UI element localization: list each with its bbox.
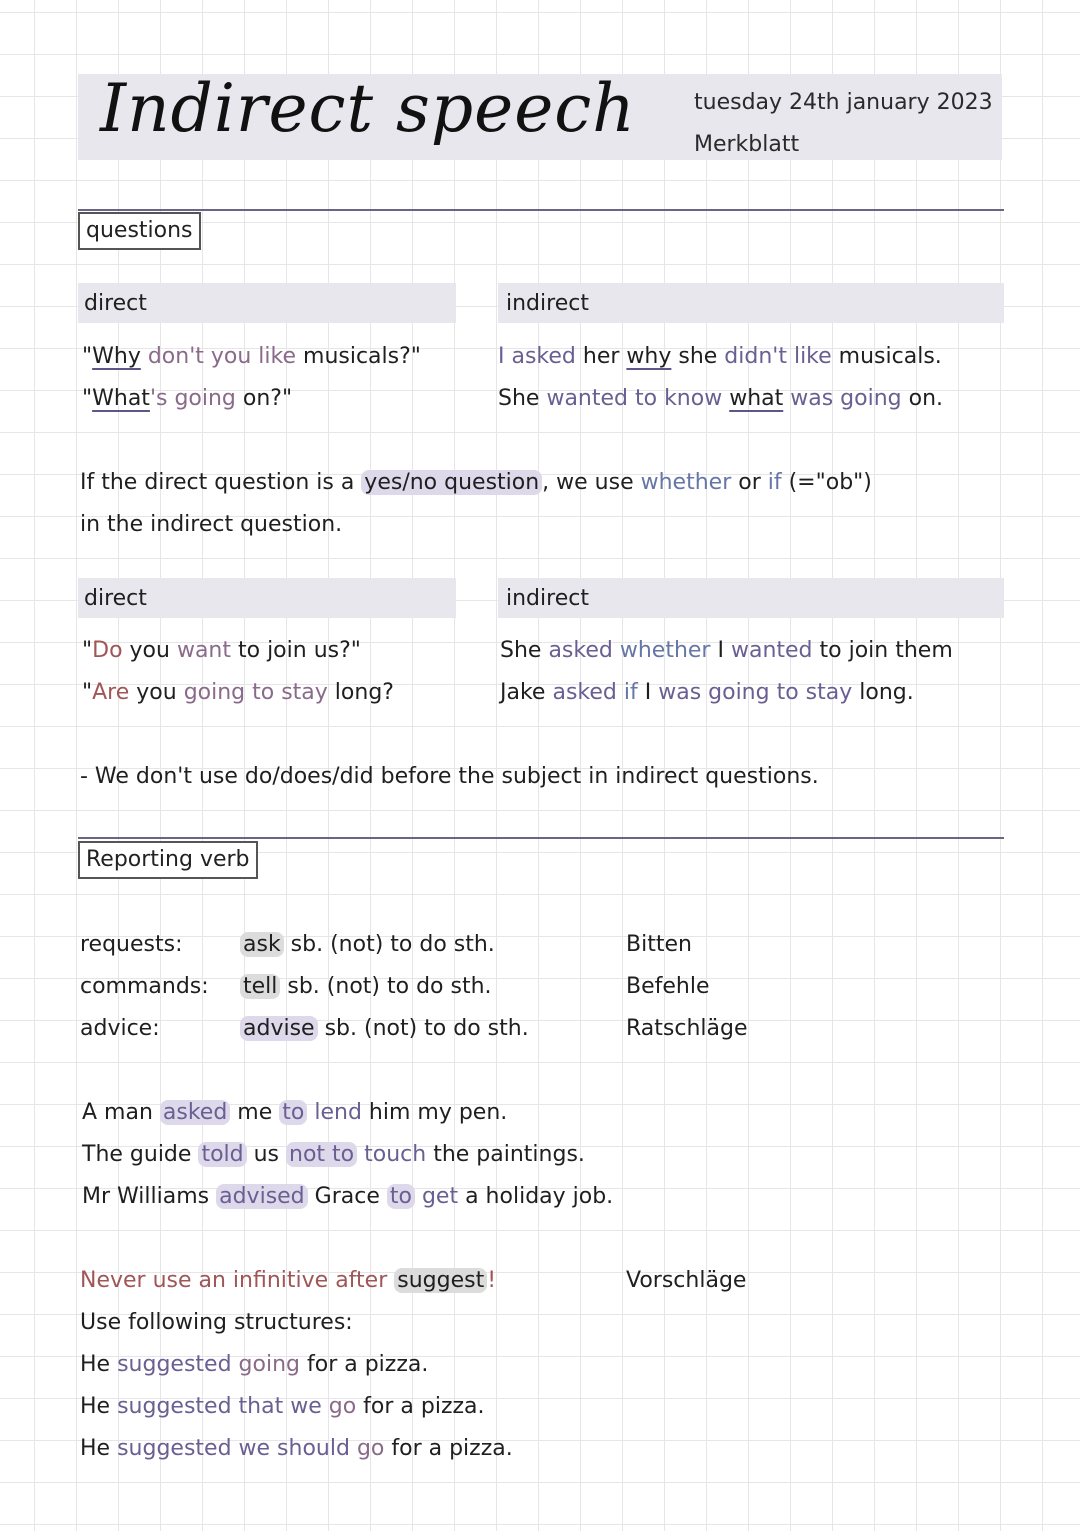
text-segment: me [230, 1100, 280, 1125]
reporting-kind: advice: [80, 1016, 160, 1041]
text-segment: ! [487, 1268, 497, 1293]
text-segment: get [421, 1184, 459, 1209]
text-segment: Grace [307, 1184, 387, 1209]
text-segment: what [729, 386, 784, 411]
text-segment: - We don't use do/does/did before the subject in indirect questions. [80, 764, 819, 789]
text-segment: wanted [730, 638, 813, 663]
text-segment: wanted to know [539, 386, 723, 411]
text-segment: asked [160, 1100, 230, 1125]
section-divider [78, 837, 1004, 839]
text-segment: Why [92, 344, 141, 369]
text-segment: don't you like [140, 344, 297, 369]
text-segment: for a pizza. [384, 1436, 513, 1461]
text-segment: didn't like [717, 344, 832, 369]
text-segment: He [80, 1436, 118, 1461]
text-segment: , we use [542, 470, 641, 495]
text-segment: (="ob") [781, 470, 872, 495]
table2-indirect-row [500, 636, 953, 666]
text-segment: to [279, 1100, 307, 1125]
text-segment: ask [240, 932, 284, 957]
text-segment: why [626, 344, 672, 369]
text-segment: He [80, 1352, 118, 1377]
text-segment: you [122, 638, 177, 663]
text-segment: whether [640, 470, 732, 495]
text-segment: to [387, 1184, 415, 1209]
text-segment: if [616, 680, 638, 705]
text-segment: going to stay [183, 680, 328, 705]
reporting-meaning: Bitten [626, 932, 692, 957]
text-segment: was going to stay [658, 680, 853, 705]
text-segment: the paintings. [426, 1142, 585, 1167]
text-segment: sb. (not) to do sth. [283, 932, 495, 957]
section-label-questions: questions [78, 212, 201, 250]
text-segment: " [82, 386, 93, 411]
text-segment: asked [545, 680, 617, 705]
text-segment [350, 1436, 357, 1461]
text-segment: was going [783, 386, 902, 411]
reporting-kind: requests: [80, 932, 183, 957]
text-segment: him my pen. [361, 1100, 508, 1125]
text-segment: go [356, 1436, 385, 1461]
table1-indirect-row [498, 342, 942, 372]
text-segment: to join them [812, 638, 953, 663]
yes-no-note [80, 510, 342, 540]
text-segment: or [731, 470, 768, 495]
text-segment: What [92, 386, 150, 411]
text-segment: sb. (not) to do sth. [280, 974, 492, 999]
suggest-line [80, 1266, 496, 1296]
text-segment: whether [612, 638, 711, 663]
reporting-pattern [240, 972, 492, 1002]
text-segment: She [500, 638, 542, 663]
table2-direct-header: direct [84, 586, 147, 611]
text-segment: Never use an infinitive after [80, 1268, 395, 1293]
text-segment: suggested that we [117, 1394, 322, 1419]
text-segment: Mr Williams [82, 1184, 217, 1209]
text-segment: on?" [235, 386, 293, 411]
text-segment: sb. (not) to do sth. [317, 1016, 529, 1041]
text-segment: yes/no question [361, 470, 542, 495]
text-segment: Use following structures: [80, 1310, 353, 1335]
suggest-line [80, 1392, 485, 1422]
text-segment: in the indirect question. [80, 512, 343, 537]
text-segment: advise [240, 1016, 318, 1041]
text-segment: tell [240, 974, 280, 999]
text-segment: Are [92, 680, 130, 705]
text-segment: go [328, 1394, 357, 1419]
text-segment: I [710, 638, 731, 663]
reporting-pattern [240, 1014, 529, 1044]
text-segment: she [671, 344, 718, 369]
text-segment: asked [541, 638, 613, 663]
text-segment [415, 1184, 422, 1209]
date-text: tuesday 24th january 2023 [694, 90, 993, 115]
text-segment: " [82, 638, 93, 663]
text-segment: you [129, 680, 184, 705]
text-segment: for a pizza. [356, 1394, 485, 1419]
text-segment: The guide [82, 1142, 199, 1167]
reporting-meaning: Befehle [626, 974, 710, 999]
yes-no-note [80, 468, 872, 498]
text-segment: suggest [394, 1268, 487, 1293]
suggest-line [80, 1434, 513, 1464]
table2-indirect-row [500, 678, 914, 708]
page-title: Indirect speech [100, 70, 636, 147]
text-segment: us [246, 1142, 287, 1167]
text-segment [322, 1394, 329, 1419]
section-label-reporting-verb: Reporting verb [78, 841, 258, 879]
suggest-line [80, 1308, 353, 1338]
text-segment: long? [327, 680, 394, 705]
text-segment: for a pizza. [300, 1352, 429, 1377]
table1-direct-row [82, 384, 292, 414]
reporting-example [82, 1140, 585, 1170]
section-divider [78, 209, 1004, 211]
text-segment: He [80, 1394, 118, 1419]
reporting-meaning: Ratschläge [626, 1016, 748, 1041]
text-segment: told [198, 1142, 246, 1167]
text-segment: musicals. [831, 344, 942, 369]
text-segment: If the direct question is a [80, 470, 362, 495]
subtitle-text: Merkblatt [694, 132, 800, 157]
text-segment: I asked [498, 344, 576, 369]
table2-direct-row [82, 636, 361, 666]
text-segment: lend [314, 1100, 362, 1125]
text-segment: 's going [149, 386, 236, 411]
text-segment: to join us?" [231, 638, 361, 663]
reporting-example [82, 1098, 507, 1128]
text-segment: going [238, 1352, 300, 1377]
do-does-rule [80, 762, 819, 792]
reporting-example [82, 1182, 613, 1212]
text-segment: " [82, 344, 93, 369]
text-segment: want [176, 638, 231, 663]
text-segment: long. [852, 680, 914, 705]
reporting-pattern [240, 930, 495, 960]
text-segment: " [82, 680, 93, 705]
table1-indirect-row [498, 384, 943, 414]
text-segment: suggested [117, 1352, 232, 1377]
table1-indirect-header: indirect [506, 291, 589, 316]
table1-direct-header: direct [84, 291, 147, 316]
suggest-line [80, 1350, 428, 1380]
text-segment: on. [901, 386, 944, 411]
table1-direct-row [82, 342, 421, 372]
text-segment: suggested we should [117, 1436, 350, 1461]
text-segment: her [575, 344, 627, 369]
text-segment: if [767, 470, 782, 495]
text-segment: Do [92, 638, 123, 663]
text-segment: She [498, 386, 540, 411]
text-segment [232, 1352, 239, 1377]
text-segment: not to [286, 1142, 357, 1167]
table2-indirect-header: indirect [506, 586, 589, 611]
text-segment: advised [216, 1184, 308, 1209]
text-segment: touch [364, 1142, 427, 1167]
suggest-meaning: Vorschläge [626, 1268, 747, 1293]
text-segment: A man [82, 1100, 160, 1125]
reporting-kind: commands: [80, 974, 209, 999]
text-segment: a holiday job. [458, 1184, 614, 1209]
text-segment: musicals?" [296, 344, 421, 369]
text-segment: Jake [500, 680, 546, 705]
table2-direct-row [82, 678, 394, 708]
text-segment: I [637, 680, 659, 705]
